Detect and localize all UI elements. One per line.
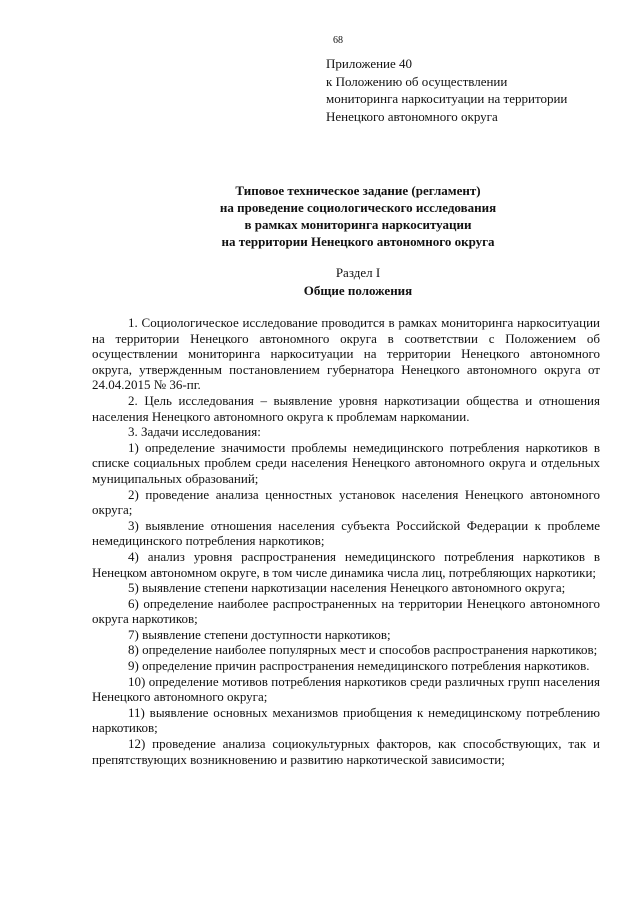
appendix-line: мониторинга наркоситуации на территории [326,91,568,106]
section-label: Раздел I [335,265,381,280]
paragraph: 9) определение причин распространения немедицинского потребления наркотиков. [128,658,590,674]
section-heading [118,264,598,300]
paragraph: 1. Социологическое исследование проводится в рамках мониторинга наркоситуации на территории Ненецкого автономного округа в соответствии с Положением об осуществлении мониторинга наркоситуации на территории Ненецкого автономного округа, утвержденным постановлением губернатора Ненецкого автономного округа от 24.04.2015 № 36-пг. [92,315,600,393]
document-title [118,182,598,250]
paragraph: 3. Задачи исследования: [128,424,261,440]
title-line: Типовое техническое задание (регламент) [235,183,481,198]
paragraph: 11) выявление основных механизмов приобщения к немедицинскому потреблению наркотиков; [92,704,600,736]
paragraph: 4) анализ уровня распространения немедицинского потребления наркотиков в Ненецком автономном округе, в том числе динамика числа лиц, потребляющих наркотики; [92,548,600,580]
document-body [92,315,600,767]
title-line: на проведение социологического исследования [219,200,497,215]
title-line: в рамках мониторинга наркоситуации [244,217,472,232]
page-number: 68 [333,35,343,46]
appendix-line: Приложение 40 [326,56,413,71]
paragraph: 2) проведение анализа ценностных установок населения Ненецкого автономного округа; [92,486,600,518]
section-name: Общие положения [303,283,413,298]
title-line: на территории Ненецкого автономного округа [221,234,495,249]
appendix-line: к Положению об осуществлении [326,73,508,89]
paragraph: 12) проведение анализа социокультурных факторов, как способствующих, так и препятствующих возникновению и развитию наркотической зависимости; [92,736,600,767]
paragraph: 5) выявление степени наркотизации населения Ненецкого автономного округа; [128,580,566,596]
paragraph: 3) выявление отношения населения субъекта Российской Федерации к проблеме немедицинского потребления наркотиков; [92,517,600,549]
appendix-line: Ненецкого автономного округа [326,108,498,124]
paragraph: 8) определение наиболее популярных мест и способов распространения наркотиков; [128,642,598,658]
paragraph: 10) определение мотивов потребления наркотиков среди различных групп населения Ненецкого автономного округа; [92,673,600,705]
paragraph: 1) определение значимости проблемы немедицинского потребления наркотиков в списке социальных проблем среди населения Ненецкого автономного округа и отдельных муниципальных образований; [92,439,600,486]
appendix-reference [326,55,567,125]
paragraph: 2. Цель исследования – выявление уровня наркотизации общества и отношения населения Ненецкого автономного округа к проблемам наркомании. [92,392,600,424]
paragraph: 7) выявление степени доступности наркотиков; [128,626,391,642]
paragraph: 6) определение наиболее распространенных на территории Ненецкого автономного округа наркотиков; [92,595,600,627]
